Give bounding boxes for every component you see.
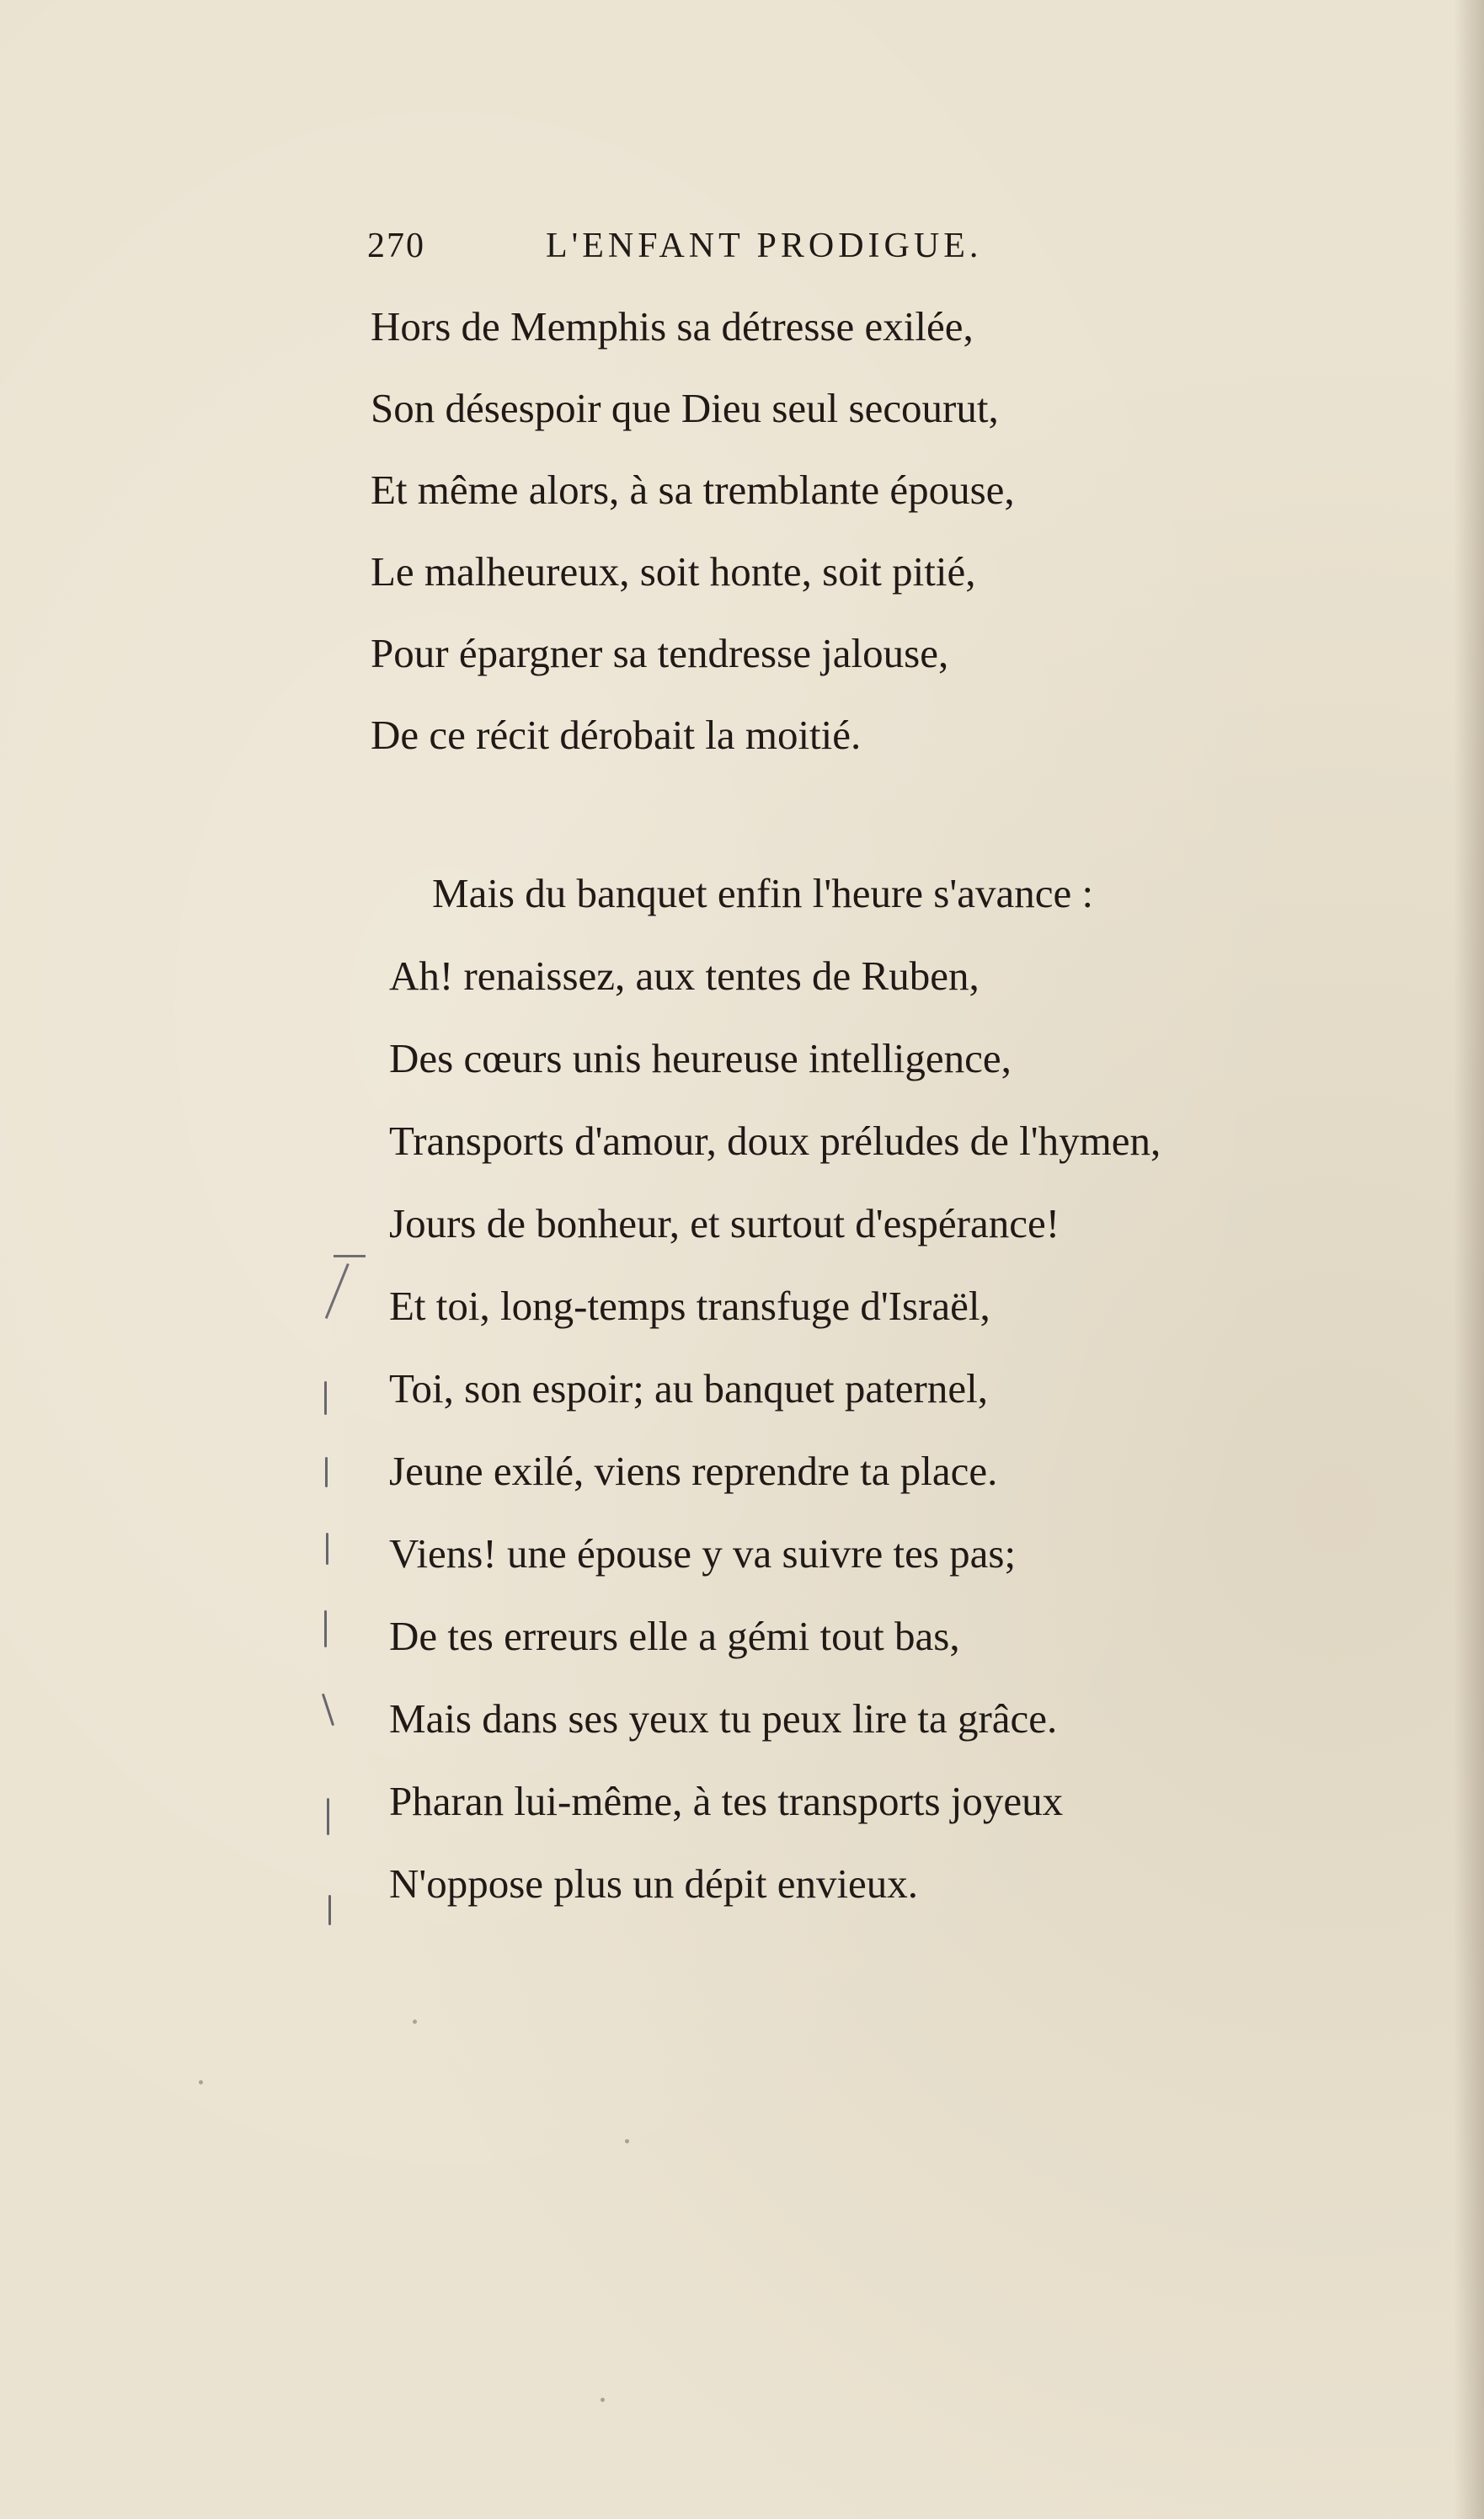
verse-line: Ah! renaissez, aux tentes de Ruben,	[389, 953, 980, 999]
verse-line: Le malheureux, soit honte, soit pitié,	[371, 548, 976, 595]
verse-line: Viens! une épouse y va suivre tes pas;	[389, 1530, 1017, 1577]
pencil-dash-mark	[334, 1255, 366, 1257]
paper-speck	[413, 2020, 417, 2024]
verse-line: N'oppose plus un dépit envieux.	[389, 1860, 919, 1907]
verse-line: Et toi, long-temps transfuge d'Israël,	[389, 1283, 990, 1329]
verse-line: Mais dans ses yeux tu peux lire ta grâce.	[389, 1695, 1058, 1742]
pencil-margin-mark	[324, 1381, 327, 1415]
verse-line: De ce récit dérobait la moitié.	[371, 712, 862, 758]
verse-line: Des cœurs unis heureuse intelligence,	[389, 1035, 1012, 1081]
pencil-margin-mark	[324, 1610, 327, 1647]
running-head	[367, 226, 1209, 276]
verse-line: Hors de Memphis sa détresse exilée,	[371, 303, 974, 350]
page-number: 270	[367, 227, 425, 265]
verse-line: Et même alors, à sa tremblante épouse,	[371, 467, 1015, 513]
page-edge-shadow	[1454, 0, 1484, 2519]
verse-line: Transports d'amour, doux préludes de l'hymen,	[389, 1118, 1161, 1164]
paper-speck	[601, 2398, 605, 2402]
pencil-slash-mark	[325, 1263, 350, 1319]
pencil-margin-mark	[326, 1533, 328, 1565]
verse-line: De tes erreurs elle a gémi tout bas,	[389, 1613, 960, 1659]
pencil-margin-mark	[327, 1798, 329, 1835]
running-title: L'ENFANT PRODIGUE.	[546, 227, 983, 265]
pencil-margin-mark	[325, 1457, 328, 1487]
verse-line: Toi, son espoir; au banquet paternel,	[389, 1365, 988, 1412]
paper-speck	[199, 2080, 203, 2084]
verse-line: Pharan lui-même, à tes transports joyeux	[389, 1778, 1064, 1824]
verse-line: Jours de bonheur, et surtout d'espérance!	[389, 1200, 1060, 1246]
paper-speck	[625, 2139, 629, 2143]
verse-line: Son désespoir que Dieu seul secourut,	[371, 385, 999, 431]
pencil-margin-mark	[322, 1694, 334, 1726]
verse-line: Jeune exilé, viens reprendre ta place.	[389, 1448, 998, 1494]
pencil-margin-mark	[328, 1895, 331, 1925]
verse-line: Pour épargner sa tendresse jalouse,	[371, 630, 949, 676]
verse-line: Mais du banquet enfin l'heure s'avance :	[432, 870, 1094, 916]
